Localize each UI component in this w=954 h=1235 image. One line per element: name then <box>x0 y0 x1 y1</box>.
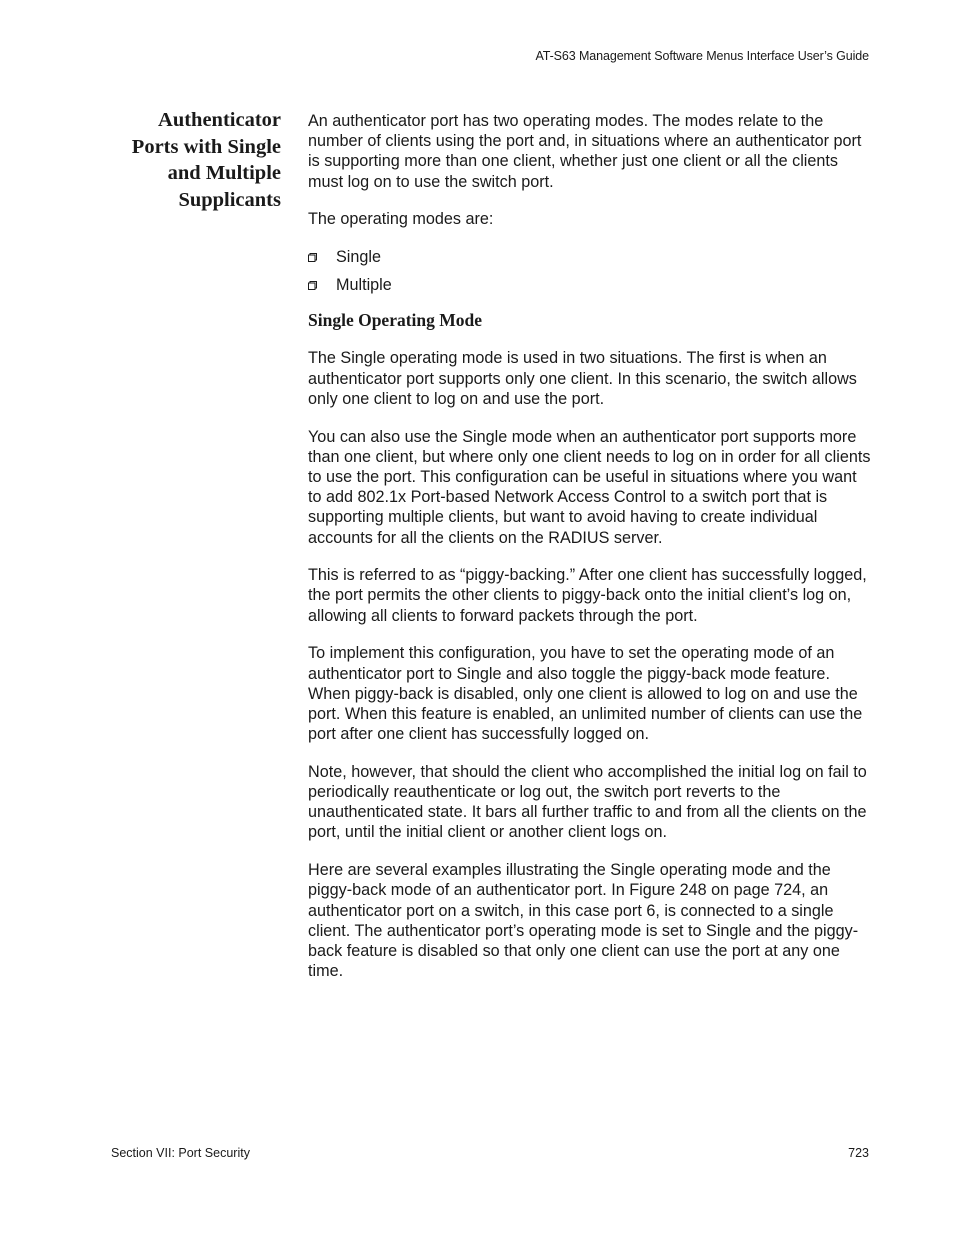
section-heading-line: Ports with Single <box>131 135 281 158</box>
subheading: Single Operating Mode <box>308 310 483 331</box>
section-heading-line: Supplicants <box>178 188 281 211</box>
section-heading <box>60 107 281 213</box>
paragraph: To implement this configuration, you have to set the operating mode of an authenticator port to Single and also toggle the piggy-back mode feature. When piggy-back is disabled, only one client is allowed to log on and use the port. When this feature is enabled, an unlimited number of clients can use the port after one client has successfully logged on. <box>308 644 863 744</box>
list-item-label: Single <box>336 248 381 267</box>
body-text <box>308 111 874 999</box>
paragraph: You can also use the Single mode when an authenticator port supports more than one client, but where only one client needs to log on in order for all clients to use the port. This configuration can be useful in situations where you want to add 802.1x Port-based Network Access Control to a switch port that is supporting multiple clients, but want to avoid having to create individual accounts for all the clients on the RADIUS server. <box>308 427 871 547</box>
intro-paragraph: An authenticator port has two operating modes. The modes relate to the number of clients using the port and, in situations where an authenticator port is supporting more than one client, whether just one client or all the clients must log on to use the switch port. <box>308 112 862 191</box>
list-item <box>308 275 874 295</box>
footer-section-label: Section VII: Port Security <box>111 1146 250 1160</box>
running-header: AT-S63 Management Software Menus Interface User’s Guide <box>535 49 869 63</box>
page-number: 723 <box>848 1146 869 1160</box>
paragraph: The Single operating mode is used in two situations. The first is when an authenticator port supports only one client. In this scenario, the switch allows only one client to log on and use the port. <box>308 349 857 408</box>
paragraph: Note, however, that should the client who accomplished the initial log on fail to periodically reauthenticate or log out, the switch port reverts to the unauthenticated state. It bars all further traffic to and from all the clients on the port, until the initial client or another client logs on. <box>308 762 867 842</box>
list-item-label: Multiple <box>336 276 392 295</box>
modes-list <box>308 247 874 295</box>
checkbox-bullet-icon <box>308 253 317 262</box>
section-heading-line: Authenticator <box>158 109 281 131</box>
section-heading-line: and Multiple <box>167 162 281 184</box>
paragraph: This is referred to as “piggy-backing.” After one client has successfully logged, the port permits the other clients to piggy-back onto the initial client’s log on, allowing all clients to forward packets through the port. <box>308 566 867 625</box>
modes-lead-paragraph: The operating modes are: <box>308 210 494 229</box>
paragraph: Here are several examples illustrating the Single operating mode and the piggy-back mode of an authenticator port. In Figure 248 on page 724, an authenticator port on a switch, in this case port 6, is connected to a single client. The authenticator port’s operating mode is set to Single and the piggy-back feature is disabled so that only one client can use the port at any one time. <box>308 861 859 981</box>
checkbox-bullet-icon <box>308 281 317 290</box>
list-item <box>308 247 874 267</box>
